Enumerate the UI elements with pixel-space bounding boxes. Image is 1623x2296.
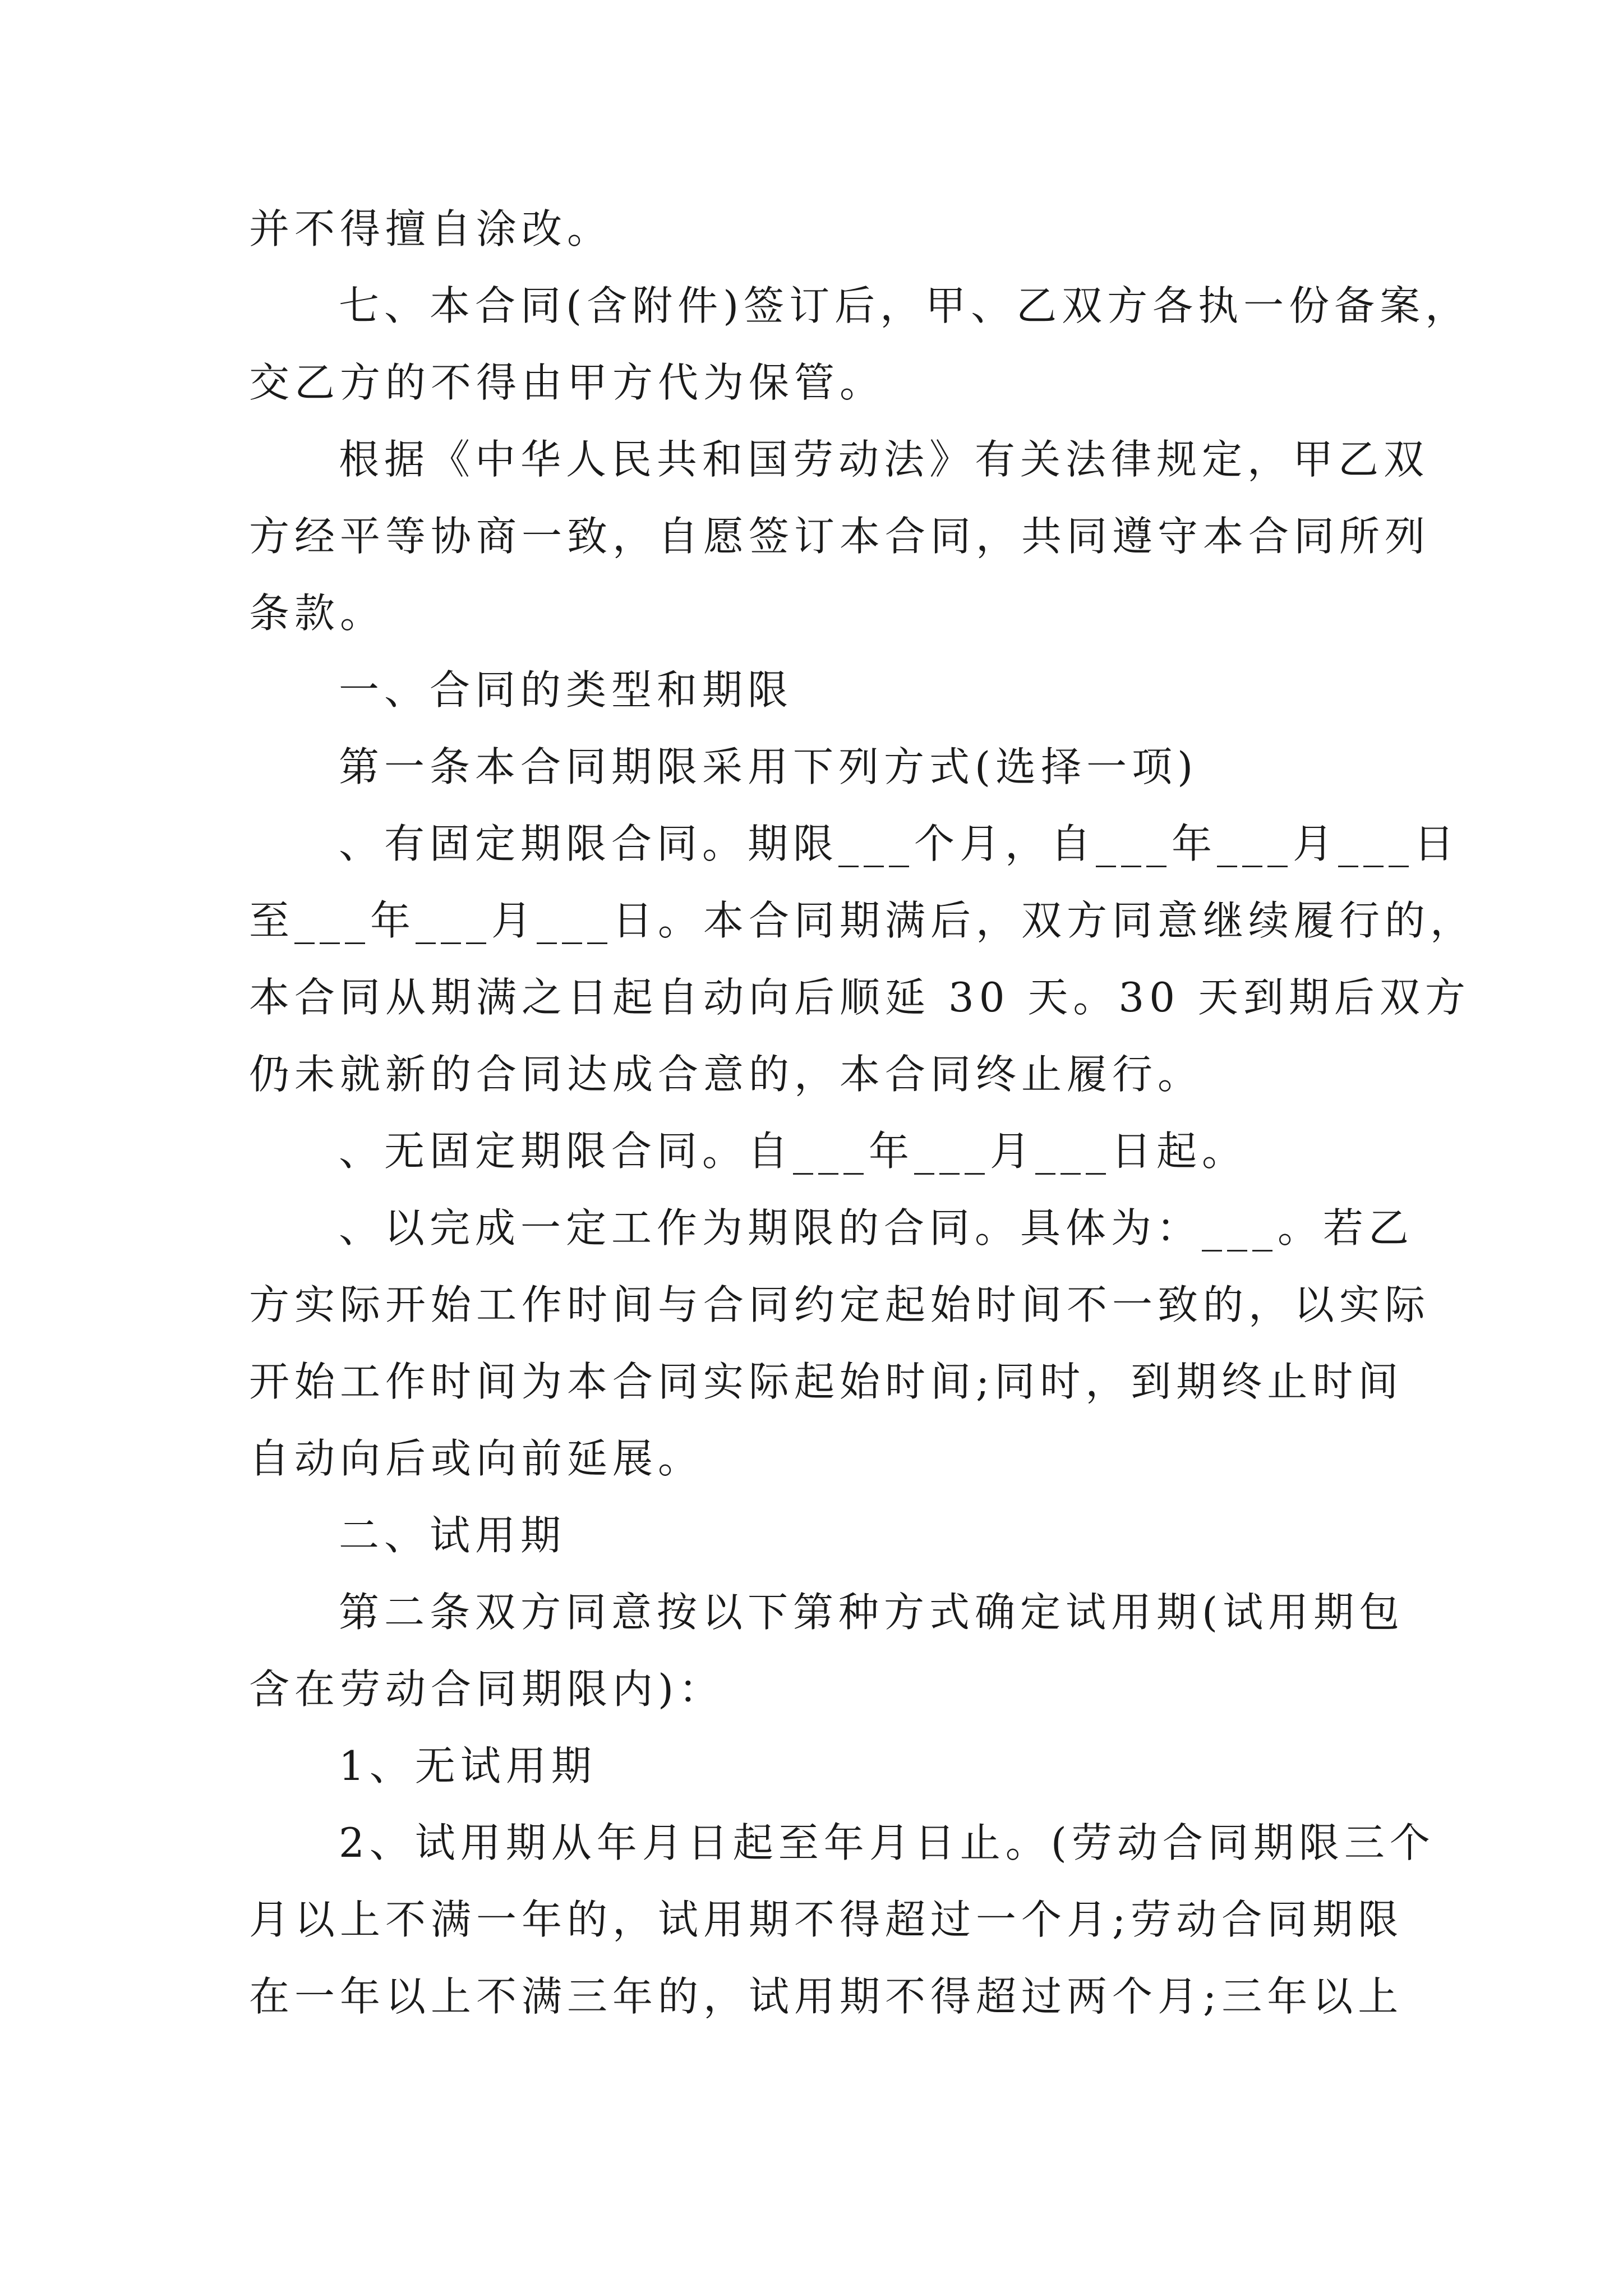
text-line: 方实际开始工作时间与合同约定起始时间不一致的，以实际 <box>249 1281 1431 1328</box>
text-line: 仍未就新的合同达成合意的，本合同终止履行。 <box>249 1051 1204 1098</box>
section-heading: 一、合同的类型和期限 <box>339 666 794 714</box>
text-line: 2、试用期从年月日起至年月日止。(劳动合同期限三个 <box>339 1819 1435 1866</box>
text-line: 、以完成一定工作为期限的合同。具体为：___。若乙 <box>339 1204 1414 1251</box>
text-line: 本合同从期满之日起自动向后顺延 30 天。30 天到期后双方 <box>249 974 1470 1021</box>
text-line: 方经平等协商一致，自愿签订本合同，共同遵守本合同所列 <box>249 513 1431 560</box>
text-line: 七、本合同(含附件)签订后，甲、乙双方各执一份备案， <box>339 282 1471 329</box>
text-line: 根据《中华人民共和国劳动法》有关法律规定，甲乙双 <box>339 436 1430 483</box>
text-line: 第二条双方同意按以下第种方式确定试用期(试用期包 <box>339 1589 1405 1636</box>
text-line: 自动向后或向前延展。 <box>249 1435 704 1482</box>
text-line: 交乙方的不得由甲方代为保管。 <box>249 359 886 406</box>
text-line: 第一条本合同期限采用下列方式(选择一项) <box>339 743 1198 790</box>
section-heading: 二、试用期 <box>339 1512 566 1559</box>
text-line: 含在劳动合同期限内)： <box>249 1665 725 1713</box>
text-line: 、有固定期限合同。期限___个月，自___年___月___日 <box>339 820 1460 867</box>
text-line: 月以上不满一年的，试用期不得超过一个月;劳动合同期限 <box>249 1896 1404 1943</box>
text-line: 1、无试用期 <box>339 1742 597 1789</box>
text-line: 开始工作时间为本合同实际起始时间;同时，到期终止时间 <box>249 1358 1404 1405</box>
text-line: 至___年___月___日。本合同期满后，双方同意继续履行的， <box>249 897 1476 944</box>
text-line: 条款。 <box>249 590 386 637</box>
text-line: 、无固定期限合同。自___年___月___日起。 <box>339 1128 1248 1175</box>
document-body <box>249 191 1476 2035</box>
text-line: 在一年以上不满三年的，试用期不得超过两个月;三年以上 <box>249 1973 1404 2020</box>
text-line: 并不得擅自涂改。 <box>249 205 613 252</box>
